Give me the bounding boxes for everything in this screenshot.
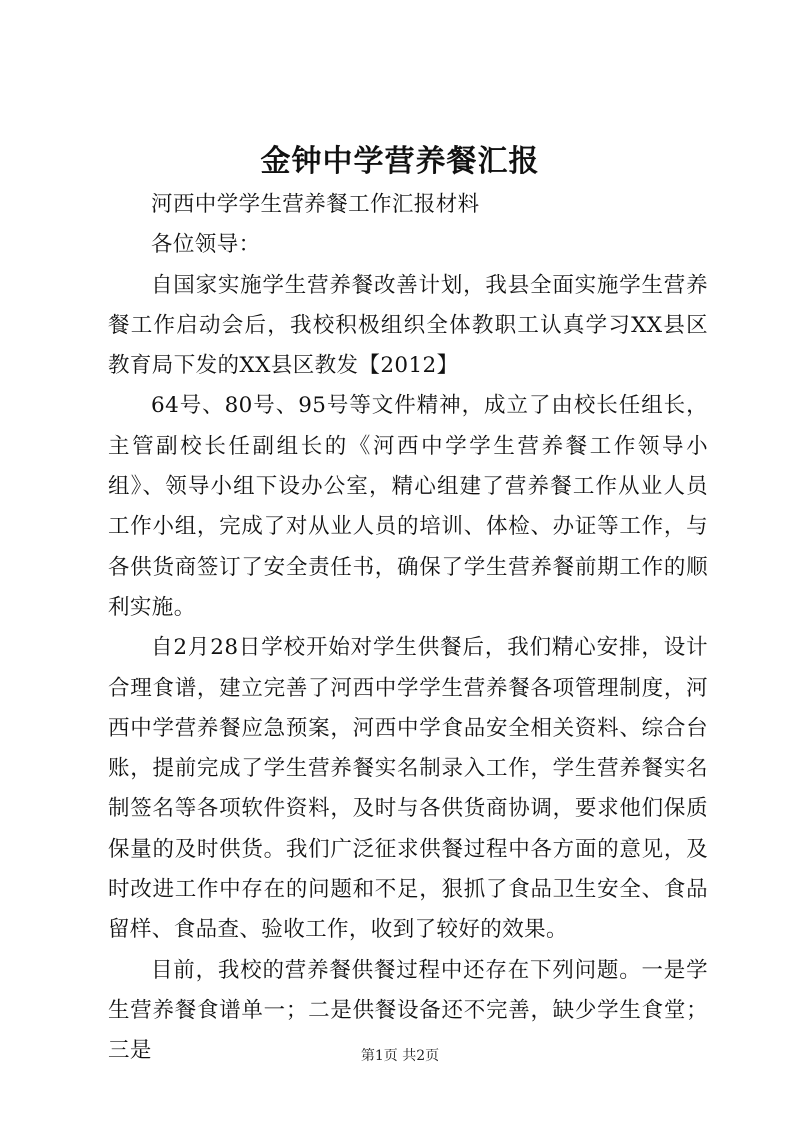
document-title: 金钟中学营养餐汇报 bbox=[260, 144, 540, 179]
paragraph-intro: 自国家实施学生营养餐改善计划，我县全面实施学生营养餐工作启动会后，我校积极组织全体教职工认真学习XX县区教育局下发的XX县区教发【2012】 bbox=[108, 272, 708, 379]
page-footer: 第1页 共2页 bbox=[360, 1048, 440, 1064]
paragraph-salutation: 各位领导： bbox=[151, 232, 261, 258]
paragraph-problems: 目前，我校的营养餐供餐过程中还存在下列问题。一是学生营养餐食谱单一；二是供餐设备还不完善，缺少学生食堂；三是 bbox=[108, 957, 708, 1064]
paragraph-subtitle: 河西中学学生营养餐工作汇报材料 bbox=[151, 192, 480, 217]
paragraph-organization: 64号、80号、95号等文件精神，成立了由校长任组长，主管副校长任副组长的《河西中学学生营养餐工作领导小组》、领导小组下设办公室，精心组建了营养餐工作从业人员工作小组，完成了对从业人员的培训、体检、办证等工作，与各供货商签订了安全责任书，确保了学生营养餐前期工作的顺利实施。 bbox=[108, 393, 708, 620]
document-body bbox=[108, 185, 708, 1072]
paragraph-implementation: 自2月28日学校开始对学生供餐后，我们精心安排，设计合理食谱，建立完善了河西中学学生营养餐各项管理制度，河西中学营养餐应急预案，河西中学食品安全相关资料、综合台账，提前完成了学生营养餐实名制录入工作，学生营养餐实名制签名等各项软件资料，及时与各供货商协调，要求他们保质保量的及时供货。我们广泛征求供餐过程中各方面的意见，及时改进工作中存在的问题和不足，狠抓了食品卫生安全、食品留样、食品查、验收工作，收到了较好的效果。 bbox=[108, 635, 708, 943]
